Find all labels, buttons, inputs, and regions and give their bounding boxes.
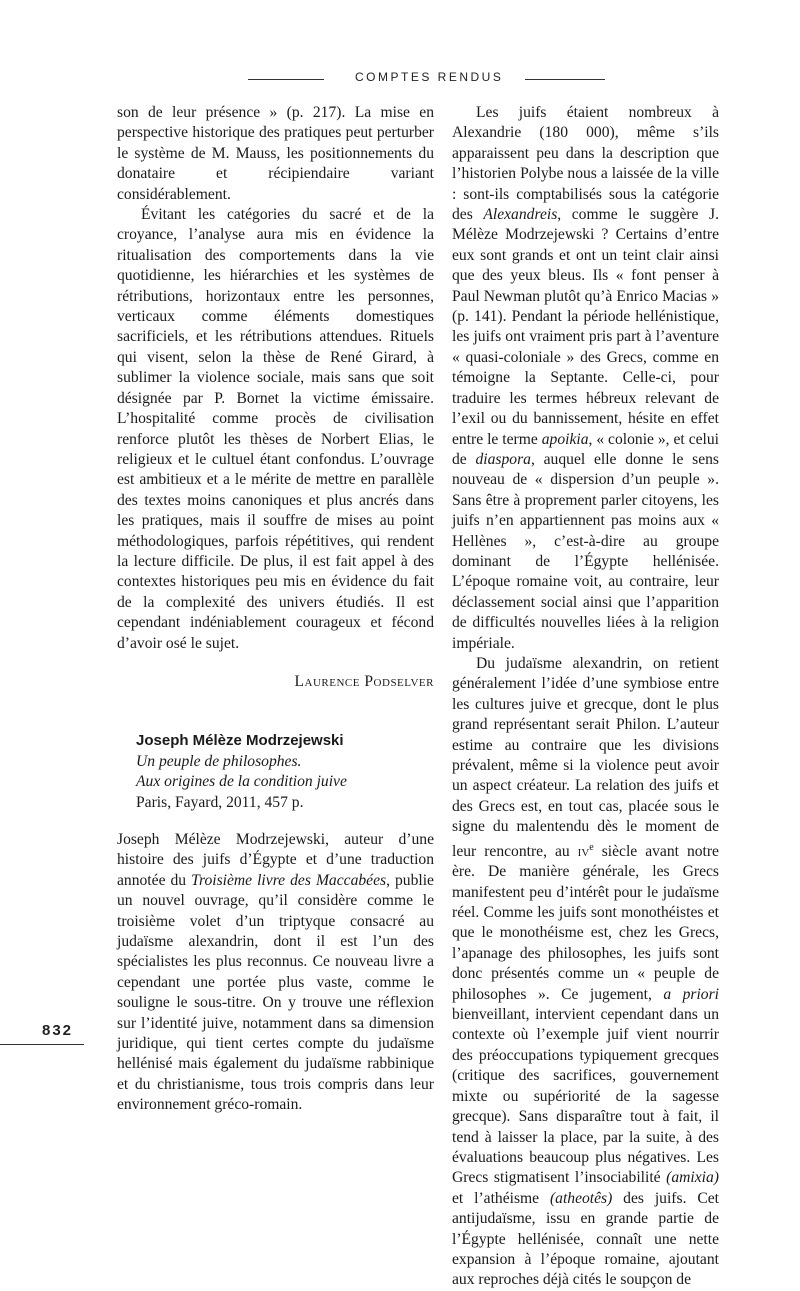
paragraph: Évitant les catégories du sacré et de la croyance, l’analyse aura mis en évidence la ritualisation des comportements dans la vie quotidienne, les hiérarchies et les systèmes de rétributions, horizontaux entre les personnes, verticaux comme éléments domestiques sacrificiels, et les rétributions attendues. Rituels qui visent, selon la thèse de René Girard, à sublimer la violence sociale, mais sans que soit désignée par P. Bornet la victime émissaire. L’hospitalité comme procès de civilisation renforce plutôt les thèses de Norbert Elias, le religieux et le cultuel étant confondus. L’ouvrage est ambitieux et a le mérite de mettre en parallèle des textes moins canoniques et plus ancrés dans les pratiques, mais il souffre de mises au point méthodologiques, parfois répétitives, qui rendent la lecture difficile. De plus, il est fait appel à des contextes historiques peu mis en évidence du fait de la complexité des univers étudiés. Il est cependant indéniablement courageux et fécond d’avoir osé le sujet. xyxy=(117,206,434,652)
right-column xyxy=(452,103,719,1291)
running-header xyxy=(0,70,800,90)
paragraph: Les juifs étaient nombreux à Alexandrie (180 000), même s’ils apparaissent peu dans la description que l’historien Polybe nous a laissée de la ville : sont-ils comptabilisés sous la catégorie des Alexandreis, comme le suggère J. Mélèze Modrzejewski ? Certains d’entre eux sont grands et ont un teint clair ainsi que des yeux bleus. Ils « font penser à Paul Newman plutôt qu’à Enrico Macias » (p. 141). Pendant la période hellénistique, les juifs ont vraiment pris part à l’aventure « quasi-coloniale » des Grecs, comme en témoigne la Septante. Celle-ci, pour traduire les termes hébreux relevant de l’exil ou du bannissement, hésite en effet entre le terme apoikia, « colonie », et celui de diaspora, auquel elle donne le sens nouveau de « dispersion d’un peuple ». Sans être à proprement parler citoyens, les juifs n’en appartiennent pas moins aux « Hellènes », c’est-à-dire au groupe dominant de l’Égypte hellénisée. L’époque romaine voit, au contraire, leur déclassement social ainsi que l’apparition de difficultés nouvelles liées à la religion impériale. xyxy=(452,104,720,652)
book-subtitle: Aux origines de la condition juive xyxy=(136,773,347,791)
paragraph: son de leur présence » (p. 217). La mise en perspective historique des pratiques peut perturber le système de M. Mauss, les positionnements du donataire et récipiendaire variant considérablement. xyxy=(117,104,434,203)
cited-title: Troisième livre des Maccabées xyxy=(191,871,387,889)
header-rule-left xyxy=(248,79,324,80)
book-title: Un peuple de philosophes. xyxy=(136,752,302,770)
section-title: COMPTES RENDUS xyxy=(355,70,504,84)
book-publisher: Paris, Fayard, 2011, 457 p. xyxy=(136,793,304,811)
review-signature: Laurence Podselver xyxy=(294,672,434,690)
book-author: Joseph Mélèze Modrzejewski xyxy=(136,732,344,750)
header-rule-right xyxy=(525,79,605,80)
left-column xyxy=(117,103,434,1116)
paragraph: Du judaïsme alexandrin, on retient généralement l’idée d’une symbiose entre les cultures juive et grecque, dont le plus grand représentant serait Philon. L’auteur estime au contraire que les divisions prévalent, même si la violence peut avoir un aspect créateur. La relation des juifs et des Grecs est, en tout cas, placée sous le signe du malentendu dès le moment de leur rencontre, au $iv^e$ siècle avant notre ère. De manière générale, les Grecs manifestent peu d’intérêt pour le judaïsme réel. Comme les juifs sont monothéistes et que le monothéisme est, chez les Grecs, l’apanage des philosophes, les juifs sont donc présentés comme un « peuple de philosophes ». Ce jugement, a priori bienveillant, intervient cependant dans un contexte où l’exemple juif vient nourrir des préoccupations typiquement grecques (critique des sacrifices, gouvernement mixte ou supériorité de la sagesse grecque). Sans disparaître tout à fait, il tend à laisser la place, par la suite, à des évaluations beaucoup plus négatives. Les Grecs stigmatisent l’insociabilité (amixia) et l’athéisme (atheotês) des juifs. Cet antijudaïsme, issu en grande partie de l’Égypte hellénisée, connaît une nette expansion à l’époque romaine, ajoutant aux reproches déjà cités le soupçon de xyxy=(452,654,720,1289)
book-reference xyxy=(117,731,434,813)
page-number-rule xyxy=(0,1044,84,1045)
page-number: 832 xyxy=(42,1022,74,1039)
paragraph: Joseph Mélèze Modrzejewski, auteur d’une histoire des juifs d’Égypte et d’une traduction annotée du Troisième livre des Maccabées, publie un nouvel ouvrage, qu’il considère comme le troisième volet d’un triptyque consacré au judaïsme alexandrin, dont il est l’un des spécialistes les plus reconnus. Ce nouveau livre a cependant une portée plus vaste, comme le souligne le sous-titre. On y trouve une réflexion sur l’identité juive, notamment dans sa dimension juridique, qui tient certes compte du judaïsme hellénisé mais également du judaïsme rabbinique et du christianisme, tous trois compris dans leur environnement gréco-romain. xyxy=(117,831,434,1114)
